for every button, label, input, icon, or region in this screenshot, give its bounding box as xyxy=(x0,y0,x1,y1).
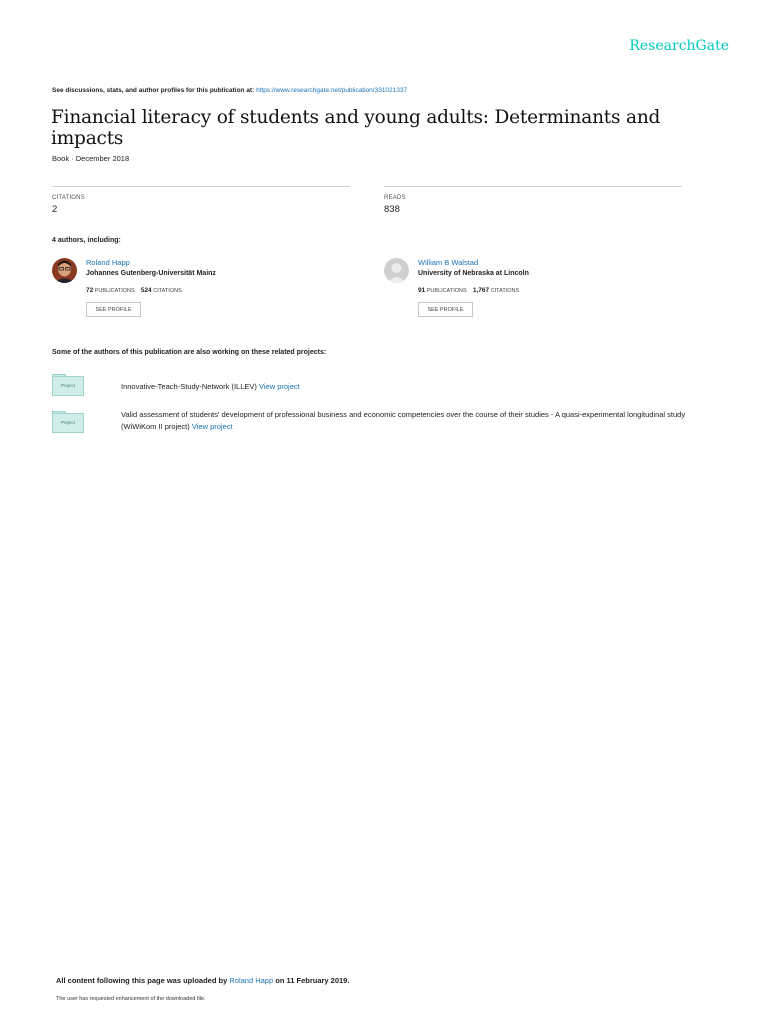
view-project-link[interactable]: View project xyxy=(258,382,300,391)
citations-stat xyxy=(52,186,350,215)
author-institution: University of Nebraska at Lincoln xyxy=(418,270,529,277)
uploader-link[interactable]: Roland Happ xyxy=(229,976,274,985)
project-item xyxy=(52,374,722,398)
see-profile-button[interactable]: SEE PROFILE xyxy=(418,302,473,317)
related-projects-heading: Some of the authors of this publication are also working on these related projects: xyxy=(52,349,327,356)
citations-count: 524 xyxy=(140,287,152,294)
project-description xyxy=(121,409,721,432)
upload-suffix: on 11 February 2019. xyxy=(275,976,350,985)
upload-info xyxy=(56,976,349,985)
citations-label: CITATIONS xyxy=(490,288,520,294)
project-folder-label: Project xyxy=(52,413,84,433)
upload-prefix: All content following this page was uploaded by xyxy=(56,976,228,985)
publication-url-link[interactable]: https://www.researchgate.net/publication/331021337 xyxy=(256,87,408,94)
project-folder-label: Project xyxy=(52,376,84,396)
author-stats xyxy=(86,287,182,294)
citations-label: CITATIONS xyxy=(153,288,182,294)
publication-title: Financial literacy of students and young adults: Determinants and impacts xyxy=(51,107,661,149)
reads-stat xyxy=(384,186,682,215)
reads-label: READS xyxy=(384,195,406,201)
author-name-link[interactable]: William B Walstad xyxy=(418,258,479,267)
project-title: Innovative-Teach-Study-Network (ILLEV) xyxy=(121,382,257,391)
project-folder-icon[interactable] xyxy=(52,411,83,432)
researchgate-logo[interactable]: ResearchGate xyxy=(629,38,729,54)
author-name-link[interactable]: Roland Happ xyxy=(86,258,130,267)
view-project-link[interactable]: View project xyxy=(191,421,233,431)
author-card xyxy=(384,258,684,322)
publication-meta: Book · December 2018 xyxy=(52,154,130,163)
project-description xyxy=(121,381,721,393)
enhancement-note: The user has requested enhancement of the downloaded file. xyxy=(56,996,206,1002)
author-institution: Johannes Gutenberg-Universität Mainz xyxy=(86,270,216,277)
see-discussions-line xyxy=(52,87,407,94)
citations-value: 2 xyxy=(52,204,58,215)
authors-heading: 4 authors, including: xyxy=(52,237,121,244)
author-avatar-placeholder[interactable] xyxy=(384,258,409,283)
publications-count: 91 xyxy=(418,287,426,294)
citations-label: CITATIONS xyxy=(52,195,85,201)
reads-value: 838 xyxy=(384,204,400,215)
author-stats xyxy=(418,287,519,294)
author-card xyxy=(52,258,352,322)
project-item xyxy=(52,411,722,437)
author-avatar[interactable] xyxy=(52,258,77,283)
see-profile-button[interactable]: SEE PROFILE xyxy=(86,302,141,317)
citations-count: 1,767 xyxy=(472,287,490,294)
publications-label: PUBLICATIONS xyxy=(426,288,467,294)
project-folder-icon[interactable] xyxy=(52,374,83,395)
see-discussions-text: See discussions, stats, and author profiles for this publication at: xyxy=(52,87,255,94)
publications-label: PUBLICATIONS xyxy=(94,288,135,294)
project-title: Valid assessment of students' development of professional business and economic competencies over the course of their studies - A quasi-experimental longitudinal study (WiWiKom II project) xyxy=(121,410,686,431)
publications-count: 72 xyxy=(86,287,94,294)
